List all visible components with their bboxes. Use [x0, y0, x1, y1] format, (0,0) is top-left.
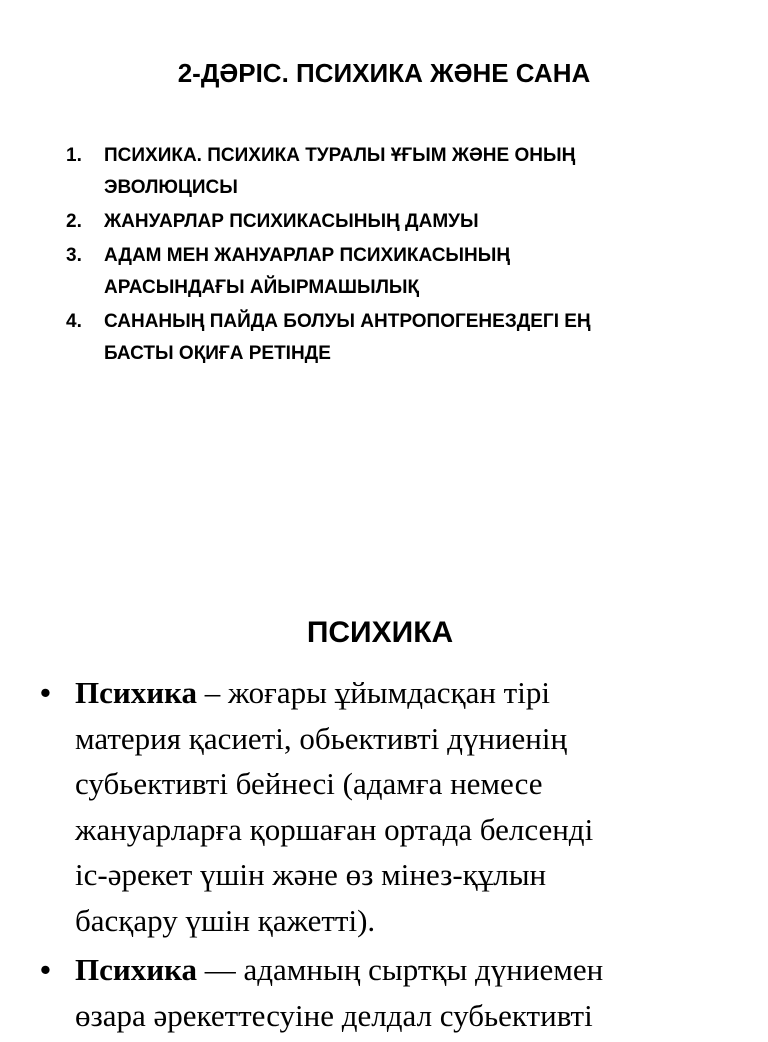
- topic-text: САНАНЫҢ ПАЙДА БОЛУЫ АНТРОПОГЕНЕЗДЕГІ ЕҢ: [104, 311, 591, 332]
- topic-text: ЭВОЛЮЦИСЫ: [104, 177, 238, 198]
- topic-item: [60, 206, 700, 238]
- topic-item: [60, 306, 700, 370]
- term: Психика: [75, 952, 197, 987]
- topics-list: [60, 140, 700, 372]
- definition-text: – жоғары ұйымдасқан тірі: [197, 675, 550, 710]
- term: Психика: [75, 675, 197, 710]
- slide-2: [0, 560, 768, 1033]
- definition-text: жануарларға қоршаған ортада белсенді: [75, 811, 594, 847]
- definition-list: [40, 670, 740, 1042]
- topic-text: АРАСЫНДАҒЫ АЙЫРМАШЫЛЫҚ: [104, 277, 420, 298]
- definition-text: басқару үшін қажетті).: [75, 902, 376, 938]
- topic-number: 2.: [66, 211, 82, 232]
- slide-1-title: 2-ДӘРІС. ПСИХИКА ЖӘНЕ САНА: [177, 58, 591, 88]
- definition-text: іс-әрекет үшін және өз мінез-құлын: [75, 857, 547, 892]
- definition-bullet: [40, 670, 740, 943]
- definition-text: өзара әрекеттесуіне делдал субьективті: [75, 997, 593, 1033]
- topic-text: БАСТЫ ОҚИҒА РЕТІНДЕ: [104, 343, 331, 364]
- definition-bullet: [40, 947, 740, 1038]
- bullet-icon: •: [40, 675, 51, 710]
- bullet-icon: •: [40, 952, 51, 987]
- topic-item: [60, 240, 700, 304]
- definition-text: субьективті бейнесі (адамға немесе: [75, 766, 543, 801]
- definition-text: материя қасиеті, обьективті дүниенің: [75, 720, 568, 756]
- topic-number: 4.: [66, 311, 82, 332]
- slide-2-title: ПСИХИКА: [306, 616, 454, 649]
- topic-number: 1.: [66, 145, 82, 166]
- topic-number: 3.: [66, 245, 82, 266]
- definition-text: — адамның сыртқы дүниемен: [197, 952, 604, 987]
- topic-text: АДАМ МЕН ЖАНУАРЛАР ПСИХИКАСЫНЫҢ: [104, 245, 511, 266]
- topic-text: ПСИХИКА. ПСИХИКА ТУРАЛЫ ҰҒЫМ ЖӘНЕ ОНЫҢ: [104, 145, 576, 166]
- topic-item: [60, 140, 700, 204]
- topic-text: ЖАНУАРЛАР ПСИХИКАСЫНЫҢ ДАМУЫ: [104, 211, 479, 232]
